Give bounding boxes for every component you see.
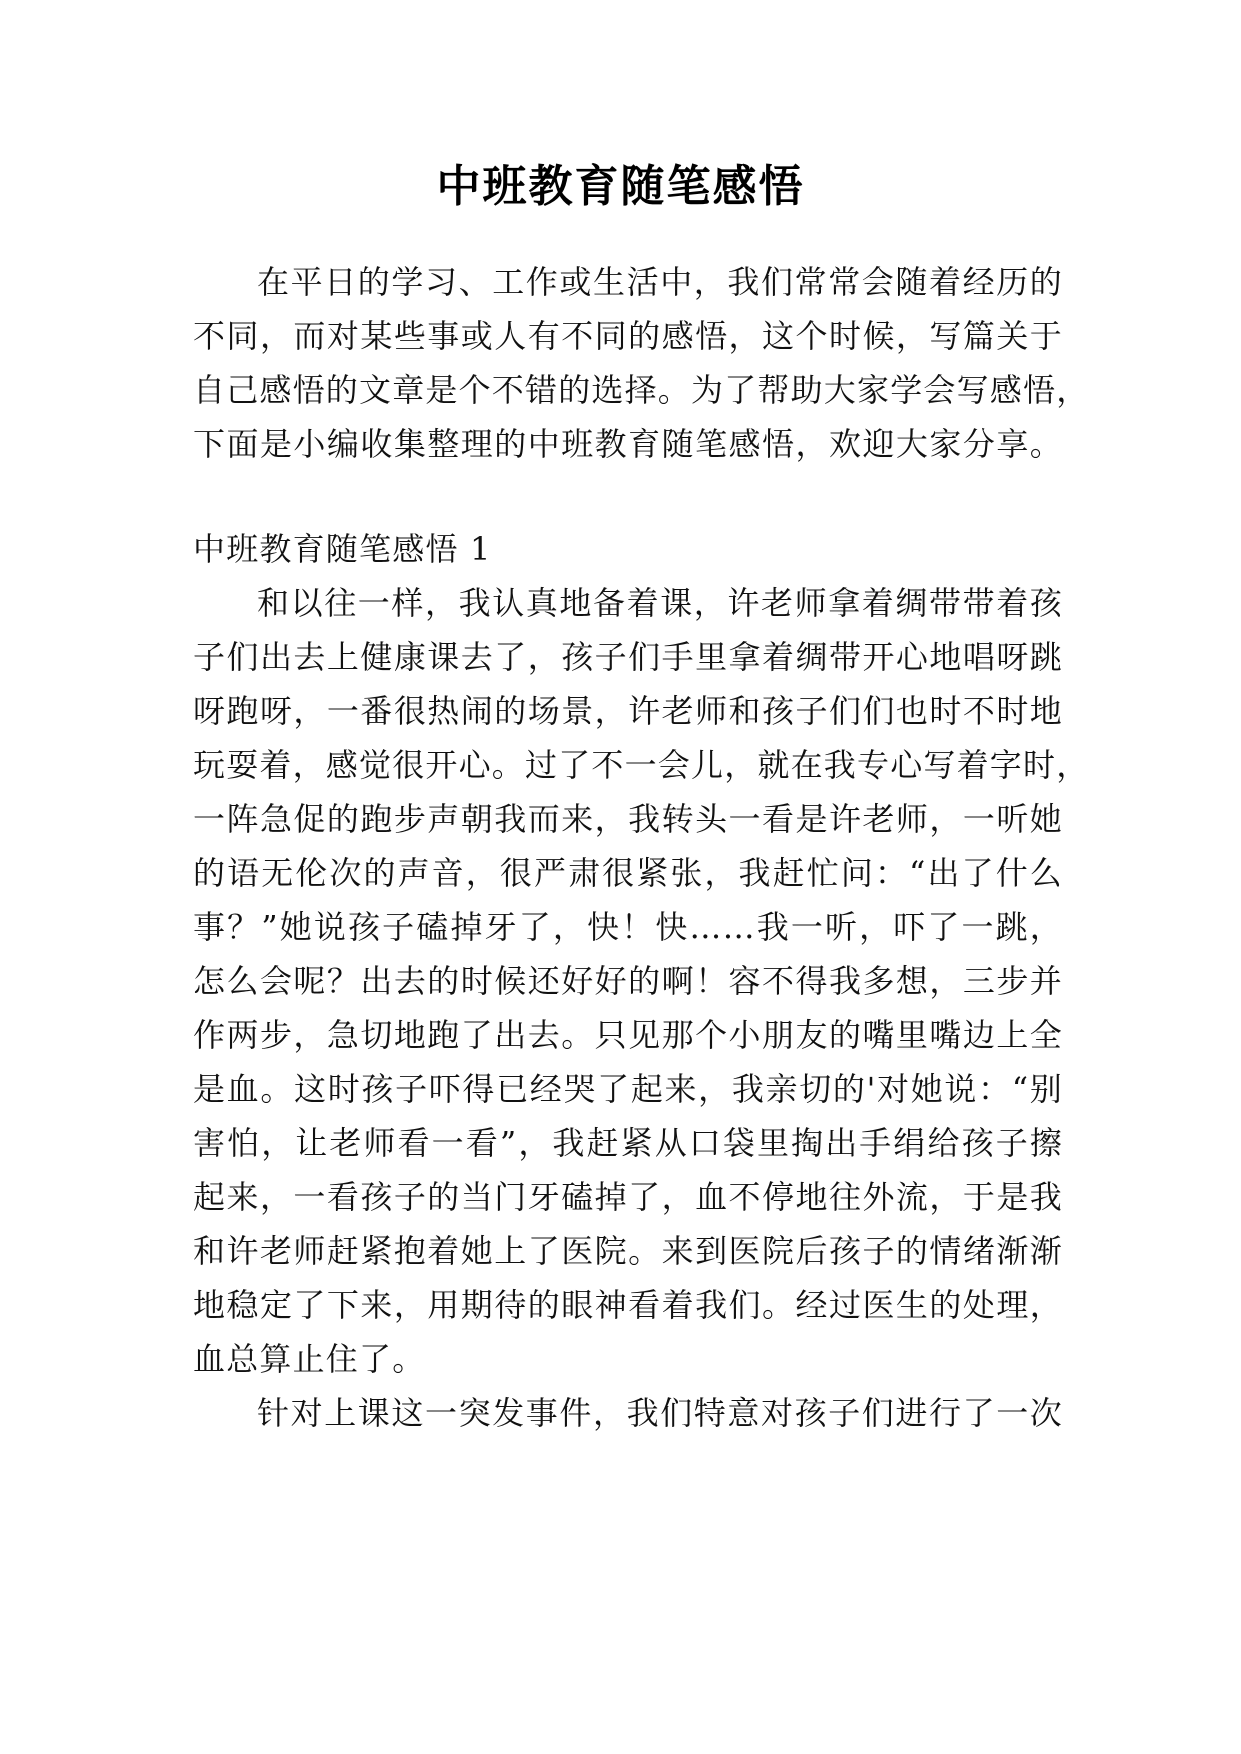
body-line-12: 起来，一看孩子的当门牙磕掉了，血不停地往外流，于是我 [193, 1178, 1063, 1216]
intro-line-4: 下面是小编收集整理的中班教育随笔感悟，欢迎大家分享。 [193, 425, 1063, 463]
section-heading: 中班教育随笔感悟 1 [193, 530, 492, 568]
body-line-9: 作两步，急切地跑了出去。只见那个小朋友的嘴里嘴边上全 [193, 1016, 1063, 1054]
body-line-6: 的语无伦次的声音，很严肃很紧张，我赶忙问：“出了什么 [193, 854, 1063, 892]
body-line-3: 呀跑呀，一番很热闹的场景，许老师和孩子们们也时不时地 [193, 692, 1063, 730]
body-line-15: 血总算止住了。 [193, 1340, 426, 1378]
intro-line-1: 在平日的学习、工作或生活中，我们常常会随着经历的 [257, 263, 1063, 301]
body-line-2: 子们出去上健康课去了，孩子们手里拿着绸带开心地唱呀跳 [193, 638, 1063, 676]
body-line-11: 害怕，让老师看一看”，我赶紧从口袋里掏出手绢给孩子擦 [193, 1124, 1063, 1162]
body-line-4: 玩耍着，感觉很开心。过了不一会儿，就在我专心写着字时， [193, 746, 1090, 784]
body-line-14: 地稳定了下来，用期待的眼神看着我们。经过医生的处理， [193, 1286, 1063, 1324]
intro-line-2: 不同，而对某些事或人有不同的感悟，这个时候，写篇关于 [193, 317, 1063, 355]
body-line-7: 事？”她说孩子磕掉牙了，快！快……我一听，吓了一跳， [193, 908, 1063, 946]
document-title: 中班教育随笔感悟 [436, 161, 805, 212]
body-line-1: 和以往一样，我认真地备着课，许老师拿着绸带带着孩 [257, 584, 1063, 622]
intro-line-3: 自己感悟的文章是个不错的选择。为了帮助大家学会写感悟， [193, 371, 1090, 409]
body-line-13: 和许老师赶紧抱着她上了医院。来到医院后孩子的情绪渐渐 [193, 1232, 1063, 1270]
body-line-5: 一阵急促的跑步声朝我而来，我转头一看是许老师，一听她 [193, 800, 1063, 838]
closing-line: 针对上课这一突发事件，我们特意对孩子们进行了一次 [257, 1394, 1063, 1432]
body-line-10: 是血。这时孩子吓得已经哭了起来，我亲切的'对她说：“别 [193, 1070, 1063, 1108]
body-line-8: 怎么会呢？出去的时候还好好的啊！容不得我多想，三步并 [193, 962, 1063, 1000]
